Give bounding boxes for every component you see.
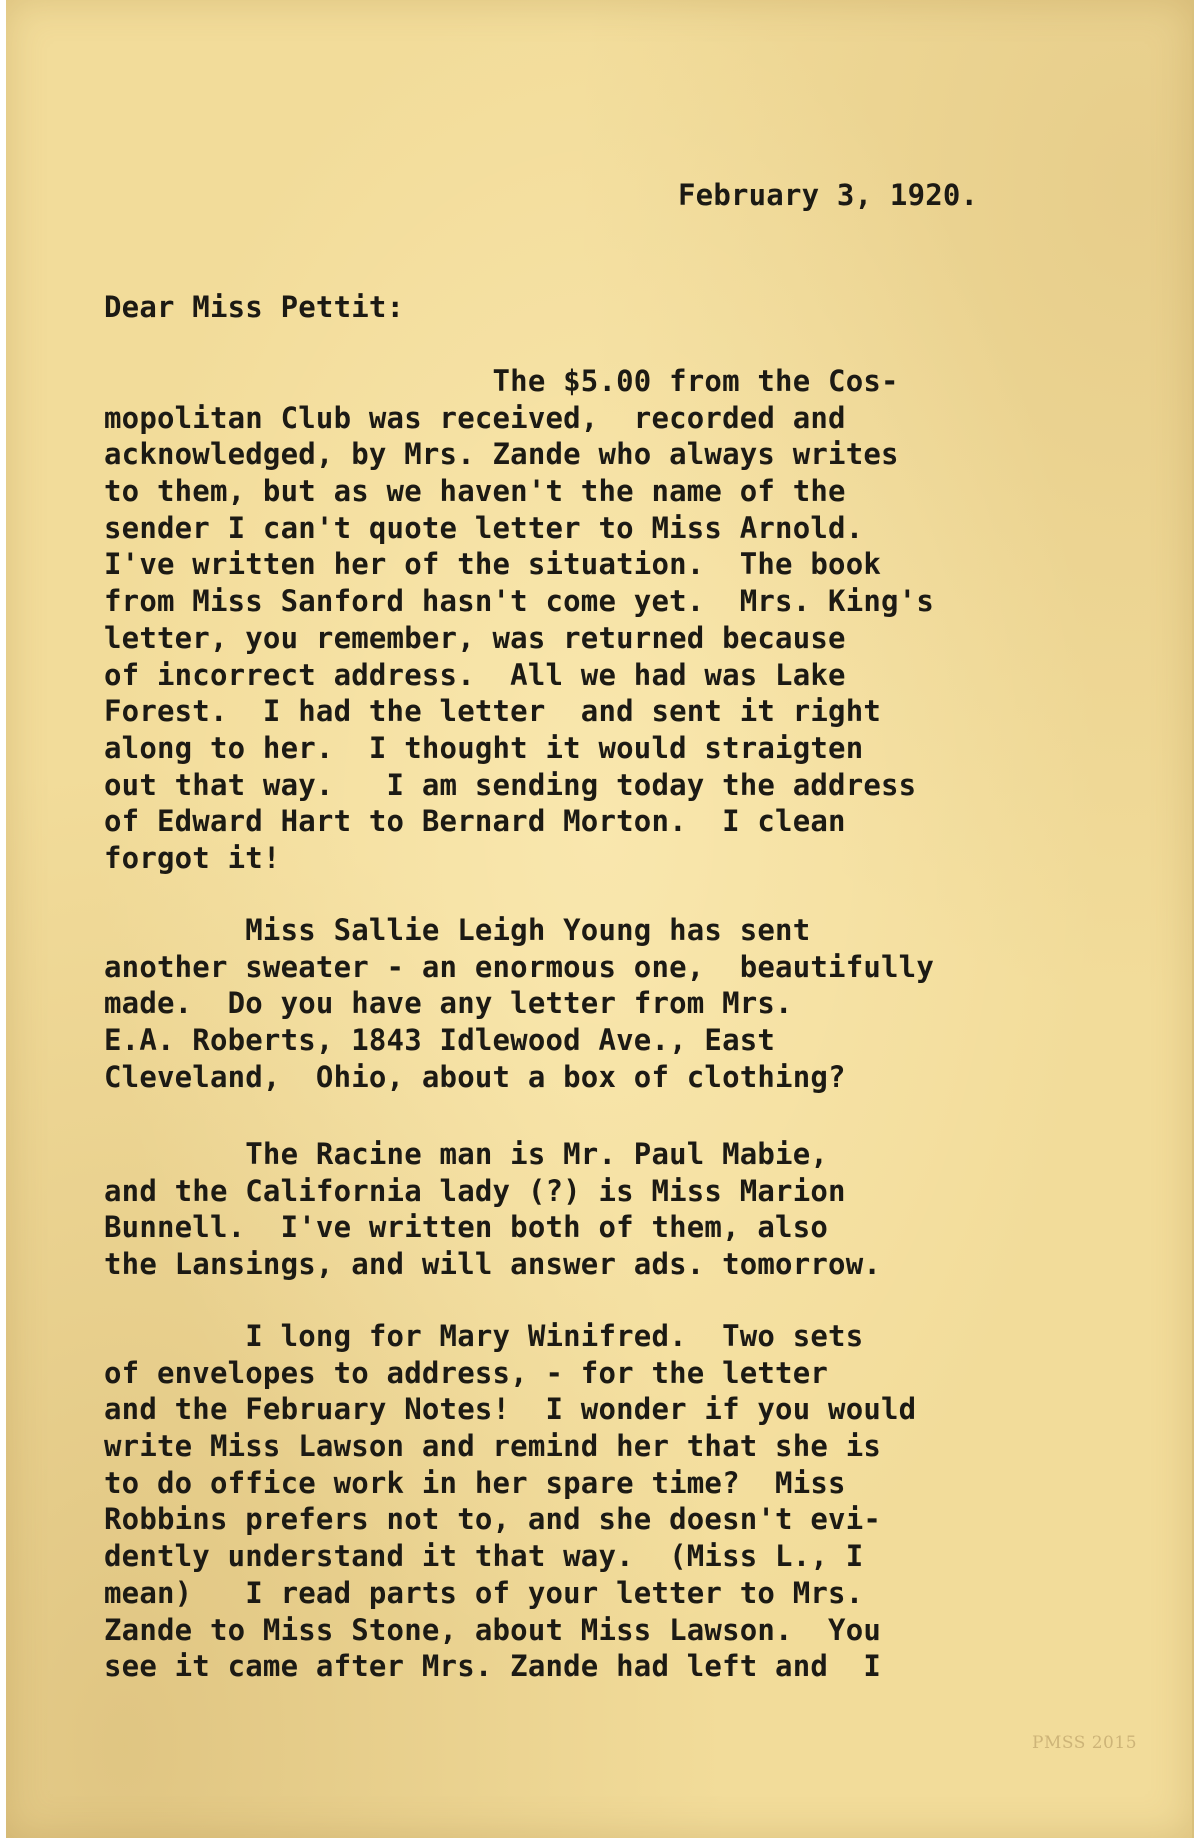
text-line: I long for Mary Winifred. Two sets [104, 1319, 864, 1353]
text-line: The $5.00 from the Cos- [104, 364, 899, 398]
text-line: letter, you remember, was returned because [104, 620, 846, 655]
text-line: forgot it! [104, 840, 281, 875]
paragraph-2 [104, 912, 934, 1095]
text-line: the Lansings, and will answer ads. tomorrow. [104, 1247, 882, 1282]
text-line: I've written her of the situation. The book [104, 547, 882, 582]
text-line: and the California lady (?) is Miss Marion [104, 1173, 846, 1208]
text-line: Robbins prefers not to, and she doesn't evi- [104, 1502, 882, 1537]
text-line: Cleveland, Ohio, about a box of clothing? [104, 1059, 846, 1094]
text-line: mopolitan Club was received, recorded and [104, 400, 846, 435]
text-line: from Miss Sanford hasn't come yet. Mrs. King's [104, 584, 934, 619]
text-line: Zande to Miss Stone, about Miss Lawson. You [104, 1612, 882, 1647]
archive-watermark: PMSS 2015 [1032, 1733, 1138, 1753]
text-line: mean) I read parts of your letter to Mrs. [104, 1575, 864, 1610]
paragraph-1 [104, 363, 934, 877]
text-line: acknowledged, by Mrs. Zande who always writes [104, 437, 899, 472]
text-line: of Edward Hart to Bernard Morton. I clean [104, 804, 846, 839]
text-line: E.A. Roberts, 1843 Idlewood Ave., East [104, 1023, 776, 1058]
text-line: of envelopes to address, - for the letter [104, 1355, 829, 1390]
paragraph-3 [104, 1136, 881, 1283]
text-line: along to her. I thought it would straigten [104, 730, 864, 765]
text-line: Miss Sallie Leigh Young has sent [104, 913, 811, 947]
text-line: to them, but as we haven't the name of the [104, 474, 846, 509]
letter-date: February 3, 1920. [678, 178, 979, 212]
text-line: dently understand it that way. (Miss L., I [104, 1539, 864, 1574]
paragraph-4 [104, 1318, 916, 1685]
text-line: out that way. I am sending today the address [104, 767, 917, 802]
text-line: The Racine man is Mr. Paul Mabie, [104, 1137, 829, 1171]
text-line: to do office work in her spare time? Miss [104, 1465, 846, 1500]
text-line: write Miss Lawson and remind her that she is [104, 1429, 882, 1464]
letter-page [6, 0, 1194, 1838]
text-line: Forest. I had the letter and sent it right [104, 694, 882, 729]
text-line: made. Do you have any letter from Mrs. [104, 986, 793, 1021]
text-line: and the February Notes! I wonder if you would [104, 1392, 917, 1427]
text-line: of incorrect address. All we had was Lake [104, 657, 846, 692]
salutation: Dear Miss Pettit: [104, 290, 405, 324]
text-line: another sweater - an enormous one, beautifully [104, 949, 934, 984]
text-line: see it came after Mrs. Zande had left and I [104, 1649, 882, 1684]
text-line: sender I can't quote letter to Miss Arnold. [104, 510, 864, 545]
text-line: Bunnell. I've written both of them, also [104, 1210, 829, 1245]
